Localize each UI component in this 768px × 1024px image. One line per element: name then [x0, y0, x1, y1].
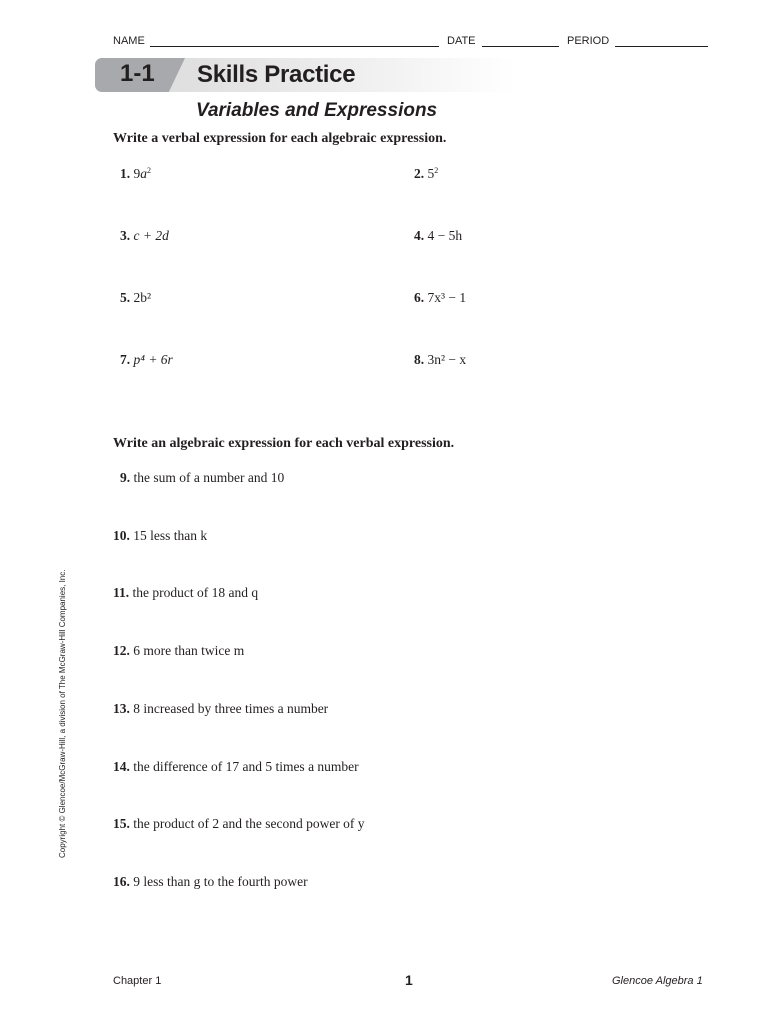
problem-1: 1. $9a^2$	[120, 166, 151, 181]
problem-2: 2. $5^2$	[414, 166, 439, 181]
name-field-line[interactable]	[150, 46, 439, 47]
problem-12: 12. 6 more than twice m	[113, 643, 245, 658]
date-field-line[interactable]	[482, 46, 559, 47]
period-label: PERIOD	[567, 35, 610, 47]
problem-3: 3. c + 2d	[120, 228, 169, 243]
problem-7: 7. p⁴ + 6r	[120, 352, 173, 367]
name-label: NAME	[113, 35, 145, 47]
problem-10: 10. 15 less than k	[113, 528, 208, 543]
problem-11: 11. the product of 18 and q	[113, 585, 259, 600]
section2-instruction: Write an algebraic expression for each verbal expression.	[113, 436, 455, 451]
problem-16: 16. 9 less than g to the fourth power	[113, 874, 308, 889]
problem-8: 8. 3n² − x	[414, 352, 467, 367]
period-field-line[interactable]	[615, 46, 708, 47]
problem-14: 14. the difference of 17 and 5 times a number	[113, 759, 359, 774]
problem-9: 9. the sum of a number and 10	[120, 470, 285, 485]
footer-chapter: Chapter 1	[113, 975, 162, 987]
problem-5: 5. 2b²	[120, 290, 152, 305]
problem-6: 6. 7x³ − 1	[414, 290, 467, 305]
problem-13: 13. 8 increased by three times a number	[113, 701, 329, 716]
footer-book-title: Glencoe Algebra 1	[612, 975, 703, 987]
copyright-notice: Copyright © Glencoe/McGraw-Hill, a division of The McGraw-Hill Companies, Inc.	[58, 569, 67, 858]
section1-instruction: Write a verbal expression for each algebraic expression.	[113, 131, 447, 146]
page-number: 1	[405, 972, 413, 988]
lesson-subtitle: Variables and Expressions	[196, 100, 438, 121]
page-title: Skills Practice	[197, 61, 356, 88]
date-label: DATE	[447, 35, 476, 47]
lesson-number: 1-1	[120, 60, 155, 87]
problem-4: 4. 4 − 5h	[414, 228, 463, 243]
problem-15: 15. the product of 2 and the second power of y	[113, 816, 365, 831]
